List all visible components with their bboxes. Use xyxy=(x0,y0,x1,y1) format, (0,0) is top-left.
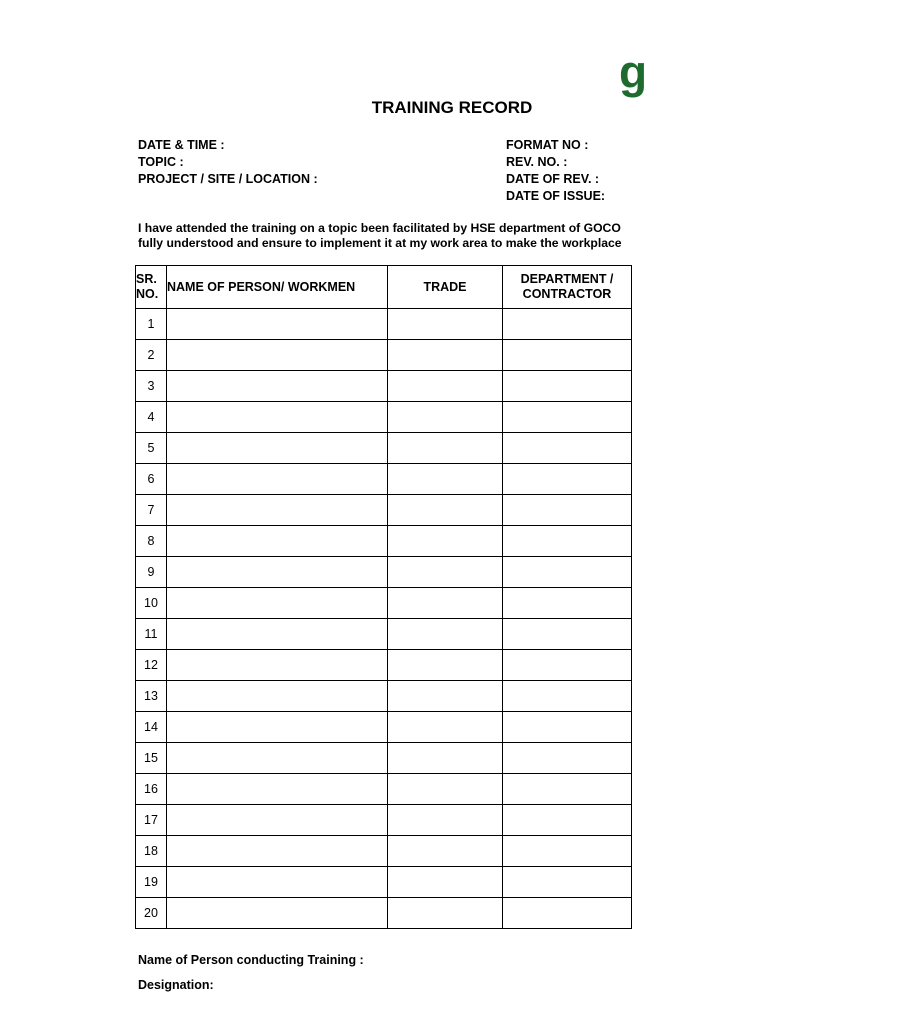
department-cell[interactable] xyxy=(503,898,632,929)
sr-no-header xyxy=(136,266,167,309)
name-cell[interactable] xyxy=(167,681,388,712)
trade-cell[interactable] xyxy=(388,588,503,619)
name-cell[interactable] xyxy=(167,898,388,929)
conducting-person-label: Name of Person conducting Training : xyxy=(138,953,364,967)
department-cell[interactable] xyxy=(503,371,632,402)
trade-cell[interactable] xyxy=(388,371,503,402)
department-cell[interactable] xyxy=(503,619,632,650)
table-header-row xyxy=(136,266,632,309)
sr-no-cell: 3 xyxy=(136,371,167,402)
sr-no-cell: 9 xyxy=(136,557,167,588)
department-cell[interactable] xyxy=(503,340,632,371)
department-cell[interactable] xyxy=(503,433,632,464)
name-cell[interactable] xyxy=(167,309,388,340)
table-row xyxy=(136,464,632,495)
page-title: TRAINING RECORD xyxy=(371,98,533,117)
table-row xyxy=(136,557,632,588)
name-cell[interactable] xyxy=(167,464,388,495)
sr-no-cell: 2 xyxy=(136,340,167,371)
trade-header: TRADE xyxy=(388,266,503,309)
department-cell[interactable] xyxy=(503,743,632,774)
name-cell[interactable] xyxy=(167,340,388,371)
trade-cell[interactable] xyxy=(388,619,503,650)
header-left-fields xyxy=(138,137,318,188)
sr-no-cell: 1 xyxy=(136,309,167,340)
table-body xyxy=(136,309,632,929)
table-row xyxy=(136,309,632,340)
table-row xyxy=(136,898,632,929)
table-row xyxy=(136,805,632,836)
trade-cell[interactable] xyxy=(388,433,503,464)
trade-cell[interactable] xyxy=(388,495,503,526)
name-cell[interactable] xyxy=(167,526,388,557)
dept-header-line-1: DEPARTMENT / xyxy=(520,272,614,286)
sr-no-cell: 13 xyxy=(136,681,167,712)
name-cell[interactable] xyxy=(167,557,388,588)
table-row xyxy=(136,402,632,433)
name-cell[interactable] xyxy=(167,371,388,402)
name-cell[interactable] xyxy=(167,402,388,433)
sr-no-cell: 11 xyxy=(136,619,167,650)
name-cell[interactable] xyxy=(167,774,388,805)
rev-no-label: REV. NO. : xyxy=(506,155,568,169)
date-time-label: DATE & TIME : xyxy=(138,138,225,152)
department-header xyxy=(503,266,632,309)
department-cell[interactable] xyxy=(503,557,632,588)
trade-cell[interactable] xyxy=(388,650,503,681)
topic-label: TOPIC : xyxy=(138,155,184,169)
department-cell[interactable] xyxy=(503,309,632,340)
designation-label: Designation: xyxy=(138,978,214,992)
statement-line-2: fully understood and ensure to implement it at my work area to make the workplace xyxy=(138,236,622,250)
name-header: NAME OF PERSON/ WORKMEN xyxy=(167,266,388,309)
department-cell[interactable] xyxy=(503,836,632,867)
trade-cell[interactable] xyxy=(388,867,503,898)
trade-cell[interactable] xyxy=(388,309,503,340)
sr-header-line-2: NO. xyxy=(136,287,159,301)
sr-no-cell: 12 xyxy=(136,650,167,681)
sr-no-cell: 18 xyxy=(136,836,167,867)
name-cell[interactable] xyxy=(167,743,388,774)
department-cell[interactable] xyxy=(503,526,632,557)
table-row xyxy=(136,526,632,557)
sr-no-cell: 4 xyxy=(136,402,167,433)
name-cell[interactable] xyxy=(167,495,388,526)
trade-cell[interactable] xyxy=(388,743,503,774)
department-cell[interactable] xyxy=(503,867,632,898)
name-cell[interactable] xyxy=(167,867,388,898)
trade-cell[interactable] xyxy=(388,340,503,371)
sr-no-cell: 7 xyxy=(136,495,167,526)
table-row xyxy=(136,588,632,619)
sr-no-cell: 6 xyxy=(136,464,167,495)
name-cell[interactable] xyxy=(167,619,388,650)
dept-header-line-2: CONTRACTOR xyxy=(522,287,612,301)
department-cell[interactable] xyxy=(503,774,632,805)
table-row xyxy=(136,712,632,743)
department-cell[interactable] xyxy=(503,650,632,681)
project-site-location-label: PROJECT / SITE / LOCATION : xyxy=(138,172,318,186)
sr-no-cell: 16 xyxy=(136,774,167,805)
date-of-issue-label: DATE OF ISSUE: xyxy=(506,189,606,203)
name-cell[interactable] xyxy=(167,650,388,681)
name-cell[interactable] xyxy=(167,805,388,836)
table-row xyxy=(136,867,632,898)
name-cell[interactable] xyxy=(167,433,388,464)
sr-no-cell: 5 xyxy=(136,433,167,464)
department-cell[interactable] xyxy=(503,588,632,619)
table-row xyxy=(136,650,632,681)
table-row xyxy=(136,836,632,867)
table-row xyxy=(136,774,632,805)
trade-cell[interactable] xyxy=(388,681,503,712)
sr-no-cell: 15 xyxy=(136,743,167,774)
department-cell[interactable] xyxy=(503,681,632,712)
table-row xyxy=(136,495,632,526)
sr-no-cell: 14 xyxy=(136,712,167,743)
trade-cell[interactable] xyxy=(388,402,503,433)
attendance-table xyxy=(135,265,632,929)
sr-no-cell: 20 xyxy=(136,898,167,929)
table-row xyxy=(136,743,632,774)
name-cell[interactable] xyxy=(167,588,388,619)
sr-no-cell: 8 xyxy=(136,526,167,557)
trade-cell[interactable] xyxy=(388,526,503,557)
trade-cell[interactable] xyxy=(388,712,503,743)
table-row xyxy=(136,340,632,371)
department-cell[interactable] xyxy=(503,712,632,743)
attendance-statement xyxy=(138,221,632,251)
sr-no-cell: 17 xyxy=(136,805,167,836)
table-row xyxy=(136,433,632,464)
sr-header-line-1: SR. xyxy=(136,272,157,286)
company-logo: g xyxy=(619,46,648,98)
table-row xyxy=(136,681,632,712)
sr-no-cell: 19 xyxy=(136,867,167,898)
name-cell[interactable] xyxy=(167,836,388,867)
table-row xyxy=(136,619,632,650)
format-no-label: FORMAT NO : xyxy=(506,138,589,152)
trade-cell[interactable] xyxy=(388,898,503,929)
department-cell[interactable] xyxy=(503,805,632,836)
trade-cell[interactable] xyxy=(388,464,503,495)
statement-line-1: I have attended the training on a topic been facilitated by HSE department of GOCO xyxy=(138,221,621,235)
department-cell[interactable] xyxy=(503,402,632,433)
table-row xyxy=(136,371,632,402)
trade-cell[interactable] xyxy=(388,557,503,588)
trade-cell[interactable] xyxy=(388,805,503,836)
name-cell[interactable] xyxy=(167,712,388,743)
date-of-rev-label: DATE OF REV. : xyxy=(506,172,600,186)
header-right-fields xyxy=(506,137,605,205)
department-cell[interactable] xyxy=(503,495,632,526)
sr-no-cell: 10 xyxy=(136,588,167,619)
trade-cell[interactable] xyxy=(388,774,503,805)
trade-cell[interactable] xyxy=(388,836,503,867)
department-cell[interactable] xyxy=(503,464,632,495)
